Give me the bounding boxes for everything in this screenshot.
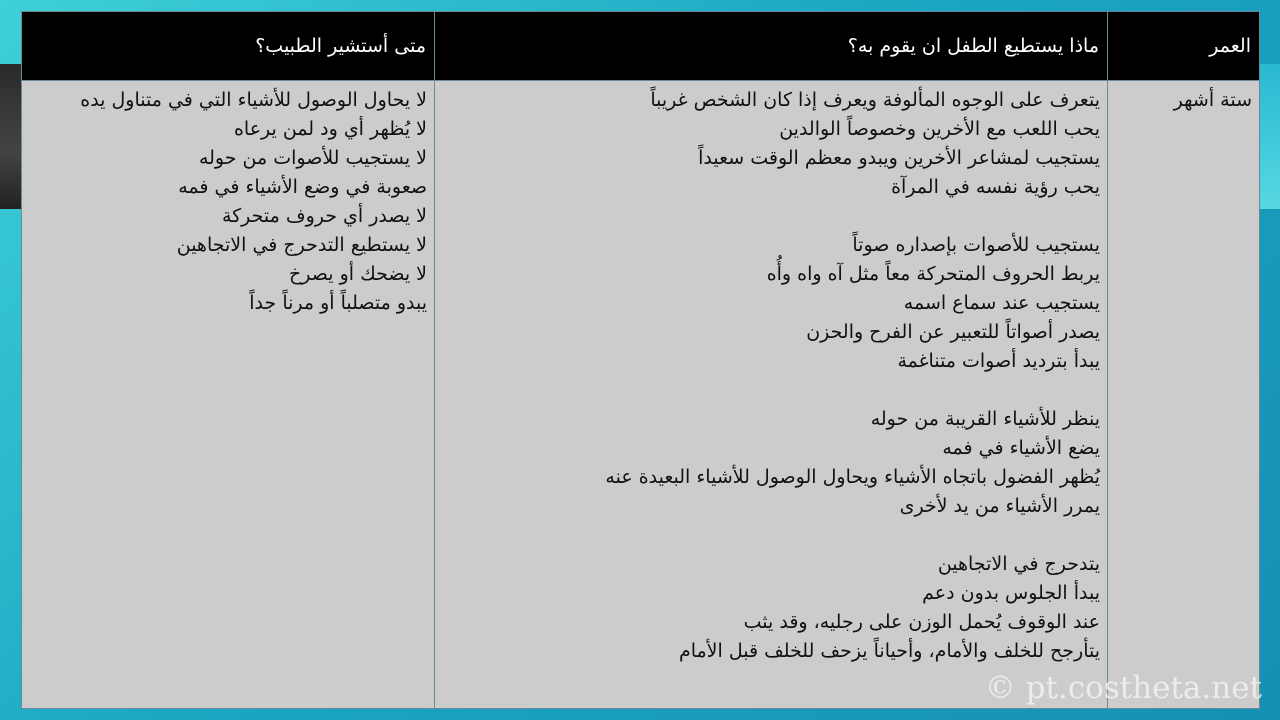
ability-spacer [442,521,1100,550]
ability-item: ينظر للأشياء القريبة من حوله [870,408,1100,430]
ability-item: يستجيب عند سماع اسمه [903,292,1100,314]
doctor-item: لا يضحك أو يصرخ [289,263,427,285]
watermark: © pt.costheta.net [984,670,1262,706]
cell-doctor [22,81,435,709]
table-row [22,81,1260,709]
cell-abilities [435,81,1108,709]
ability-item: يصدر أصواتاً للتعبير عن الفرح والحزن [806,321,1100,343]
decorative-bar-right [1258,64,1280,209]
ability-item: عند الوقوف يُحمل الوزن على رجليه، وقد يثب [743,611,1100,633]
cell-age [1108,81,1260,709]
doctor-item: لا يستجيب للأصوات من حوله [198,147,427,169]
ability-spacer [442,376,1100,405]
ability-item: يتدحرج في الاتجاهين [937,553,1100,575]
ability-item: يضع الأشياء في فمه [942,437,1100,459]
table-header-row [22,12,1260,81]
doctor-item: لا يُظهر أي ود لمن يرعاه [233,118,427,140]
decorative-bar-left [0,64,22,209]
header-doctor: متى أستشير الطبيب؟ [22,12,435,81]
ability-item: يتعرف على الوجوه المألوفة ويعرف إذا كان الشخص غريباً [650,89,1100,111]
ability-item: يحب رؤية نفسه في المرآة [891,176,1100,198]
age-value: ستة أشهر [1173,89,1252,111]
ability-item: يبدأ الجلوس بدون دعم [922,582,1100,604]
doctor-item: صعوبة في وضع الأشياء في فمه [178,176,427,198]
header-abilities: ماذا يستطيع الطفل ان يقوم به؟ [435,12,1108,81]
ability-item: يُظهر الفضول باتجاه الأشياء ويحاول الوصول للأشياء البعيدة عنه [605,466,1100,488]
development-table [21,11,1260,709]
ability-item: يبدأ بترديد أصوات متناغمة [897,350,1100,372]
ability-item: يتأرجح للخلف والأمام، وأحياناً يزحف للخلف قبل الأمام [678,640,1100,662]
header-age: العمر [1108,12,1260,81]
doctor-item: يبدو متصلباً أو مرناً جداً [249,292,427,314]
ability-item: يربط الحروف المتحركة معاً مثل آه واه وأُه [766,263,1100,285]
doctor-item: لا يصدر أي حروف متحركة [221,205,427,227]
ability-item: يحب اللعب مع الأخرين وخصوصاً الوالدين [779,118,1100,140]
doctor-item: لا يستطيع التدحرج في الاتجاهين [176,234,427,256]
ability-item: يستجيب لمشاعر الأخرين ويبدو معظم الوقت سعيداً [698,147,1100,169]
ability-item: يمرر الأشياء من يد لأخرى [899,495,1100,517]
doctor-item: لا يحاول الوصول للأشياء التي في متناول يده [80,89,427,111]
ability-item: يستجيب للأصوات بإصداره صوتاً [852,234,1100,256]
ability-spacer [442,202,1100,231]
